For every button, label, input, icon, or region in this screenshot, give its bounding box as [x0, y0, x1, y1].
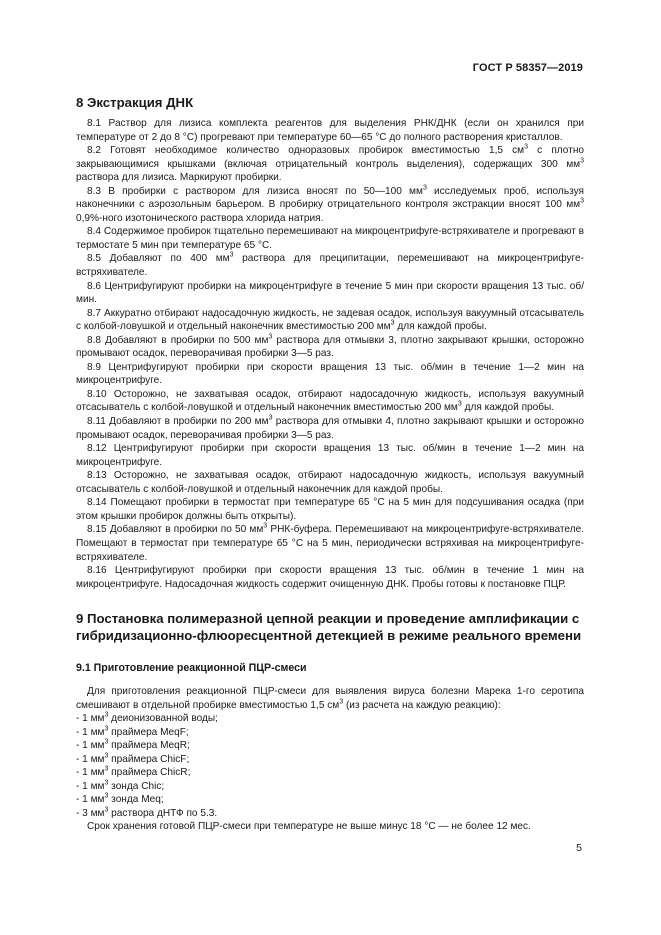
paragraph-8-2: 8.2 Готовят необходимое количество одноразовых пробирок вместимостью 1,5 $см^3$ с плотно закрывающимися крышками (включая отрицательный контроль выделения), содержащих 300 $мм^3$ раствора для лизиса. Маркируют пробирки.: [76, 143, 585, 184]
list-item: - 3 $мм^3$ раствора дНТФ по 5.3.: [76, 806, 218, 819]
paragraph-8-14: 8.14 Помещают пробирки в термостат при температуре 65 °С на 5 мин для подсушивания осадка (при этом крышки пробирок должны быть открыты).: [76, 497, 584, 522]
list-item: - 1 $мм^3$ деионизованной воды;: [76, 711, 218, 725]
list-item: - 1 $мм^3$ зонда Chic;: [76, 779, 165, 792]
paragraph-8-13: 8.13 Осторожно, не захватывая осадок, отбирают надосадочную жидкость, используя вакуумный отсасыватель с колбой-ловушкой и отдельный наконечник для каждой пробы.: [76, 470, 584, 495]
paragraph-8-11: 8.11 Добавляют в пробирки по 200 $мм^3$ раствора для отмывки 4, плотно закрывают крышки и осторожно промывают осадок, переворачивая пробирки 3—5 раз.: [76, 414, 584, 441]
storage-note: Срок хранения готовой ПЦР-смеси при температуре не выше минус 18 °С — не более 12 мес.: [87, 821, 531, 833]
subsection-9-1-heading: 9.1 Приготовление реакционной ПЦР-смеси: [76, 661, 307, 674]
paragraph-8-4: 8.4 Содержимое пробирок тщательно перемешивают на микроцентрифуге-встряхивателе и прогревают в термостате 5 мин при температуре 65 °С.: [76, 226, 585, 251]
list-item: - 1 $мм^3$ праймера MeqR;: [76, 738, 190, 752]
list-item: - 1 $мм^3$ праймера MeqF;: [76, 725, 189, 738]
paragraph-8-6: 8.6 Центрифугируют пробирки на микроцентрифуге в течение 5 мин при скорости вращения 13 тыс. об/мин.: [76, 280, 584, 306]
list-item: - 1 $мм^3$ праймера ChicF;: [76, 752, 190, 765]
list-item: - 1 $мм^3$ зонда Meq;: [76, 792, 164, 806]
section-8-heading: 8 Экстракция ДНК: [76, 95, 194, 110]
list-item: - 1 $мм^3$ праймера ChicR;: [76, 765, 191, 779]
paragraph-8-15: 8.15 Добавляют в пробирки по 50 $мм^3$ РНК-буфера. Перемешивают на микроцентрифуге-встряхивателе. Помещают в термостат при температуре 65 °С на 5 мин, периодически встряхивая на микроцентрифуге-встряхивателе.: [76, 523, 585, 563]
paragraph-8-10: 8.10 Осторожно, не захватывая осадок, отбирают надосадочную жидкость, используя вакуумный отсасыватель с колбой-ловушкой и отдельный наконечник вместимостью 200 $мм^3$ для каждой пробы.: [76, 388, 584, 414]
standard-number: ГОСТ Р 58357—2019: [472, 62, 583, 74]
ingredient-list: [76, 712, 584, 820]
document-body: [76, 95, 584, 834]
section-9-heading: 9 Постановка полимеразной цепной реакции и проведение амплификации с гибридизационно-флюоресцентной детекцией в режиме реального времени: [76, 611, 582, 643]
paragraph-8-12: 8.12 Центрифугируют пробирки при скорости вращения 13 тыс. об/мин в течение 1—2 мин на микроцентрифуге.: [76, 443, 584, 468]
paragraph-8-9: 8.9 Центрифугируют пробирки при скорости вращения 13 тыс. об/мин в течение 1—2 мин на микроцентрифуге.: [76, 361, 584, 387]
paragraph-8-1: 8.1 Раствор для лизиса комплекта реагентов для выделения РНК/ДНК (если он хранился при температуре от 2 до 8 °С) прогревают при температуре 60—65 °С до полного растворения кристаллов.: [76, 118, 584, 143]
paragraph-8-8: 8.8 Добавляют в пробирки по 500 $мм^3$ раствора для отмывки 3, плотно закрывают крышки, осторожно промывают осадок, переворачивая пробирки 3—5 раз.: [76, 333, 584, 360]
section-8-paragraphs: [76, 117, 584, 591]
paragraph-8-5: 8.5 Добавляют по 400 $мм^3$ раствора для преципитации, перемешивают на микроцентрифуге-встряхивателе.: [76, 252, 584, 279]
page-number: 5: [576, 842, 582, 854]
paragraph-8-3: 8.3 В пробирки с раствором для лизиса вносят по 50—100 $мм^3$ исследуемых проб, используя наконечники с аэрозольным барьером. В пробирку отрицательного контроля экстракции вносят 100 $мм^3$ 0,9%-ного изотонического раствора хлорида натрия.: [76, 184, 584, 224]
paragraph-8-7: 8.7 Аккуратно отбирают надосадочную жидкость, не задевая осадок, используя вакуумный отсасыватель с колбой-ловушкой и отдельный наконечник вместимостью 200 $мм^3$ для каждой пробы.: [76, 307, 584, 333]
paragraph-8-16: 8.16 Центрифугируют пробирки при скорости вращения 13 тыс. об/мин в течение 1 мин на микроцентрифуге. Надосадочная жидкость содержит очищенную ДНК. Пробы готовы к постановке ПЦР.: [76, 565, 584, 590]
subsection-intro: Для приготовления реакционной ПЦР-смеси для выявления вируса болезни Марека 1-го серотипа смешивают в отдельной пробирке вместимостью 1,5 $см^3$ (из расчета на каждую реакцию):: [76, 685, 584, 711]
